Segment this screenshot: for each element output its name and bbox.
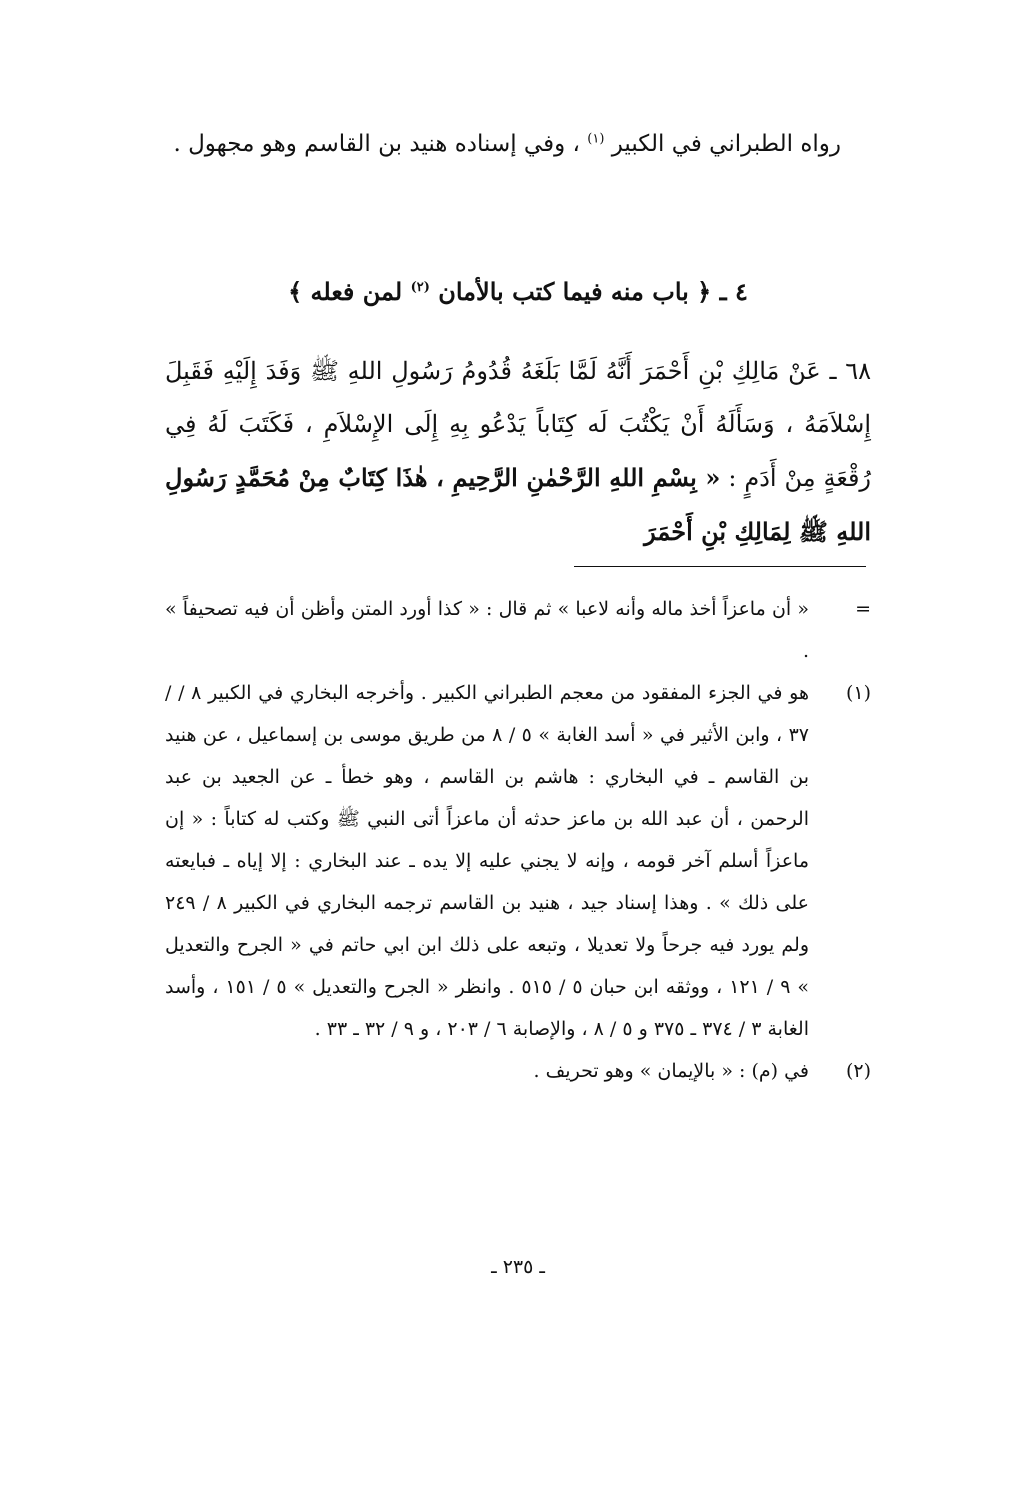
intro-text-end: ، وفي إسناده هنيد بن القاسم وهو مجهول . — [173, 131, 580, 157]
footnote-continuation — [165, 588, 871, 672]
footnote-marker: = — [855, 598, 871, 620]
footnote-2 — [165, 1050, 871, 1092]
hadith-paragraph — [165, 345, 871, 559]
section-heading-start: ٤ ـ ﴿ باب منه فيما كتب بالأمان — [438, 277, 748, 306]
footnote-marker: (٢) — [845, 1060, 871, 1082]
footnote-1 — [165, 672, 871, 1050]
intro-paragraph — [165, 118, 841, 171]
intro-text-start: رواه الطبراني في الكبير — [611, 131, 841, 157]
footnotes — [165, 588, 871, 1092]
footnote-ref-2: (٢) — [410, 280, 430, 295]
footnote-text: في (م) : « بالإيمان » وهو تحريف . — [533, 1060, 809, 1082]
hadith-text: ٦٨ ـ عَنْ مَالِكِ بْنِ أَحْمَرَ أَنَّهُ لَمَّا بَلَغَهُ قُدُومُ رَسُولِ اللهِ ﷺ وَفَدَ إِلَيْهِ فَقَبِلَ إِسْلاَمَهُ ، وَسَأَلَهُ أَنْ يَكْتُبَ لَه كِتَاباً يَدْعُو بِهِ إِلَى الإِسْلاَمِ ، فَكَتَبَ لَهُ فِي رُقْعَةٍ مِنْ أَدَمٍ : — [165, 357, 872, 492]
footnote-ref-1: (١) — [587, 131, 605, 147]
footnote-divider — [574, 566, 866, 567]
section-heading-end: لمن فعله ﴾ — [288, 277, 403, 306]
page-number: ـ ٢٣٥ ـ — [491, 1256, 545, 1278]
hadith-quote: « بِسْمِ اللهِ الرَّحْمٰنِ الرَّحِيمِ ، هٰذَا كِتَابٌ مِنْ مُحَمَّدٍ رَسُولِ اللهِ ﷺ لِمَالِكِ بْنِ أَحْمَرَ — [165, 463, 871, 546]
footnote-marker: (١) — [845, 682, 871, 704]
intro-text — [165, 118, 841, 171]
footnote-text: « أن ماعزاً أخذ ماله وأنه لاعبا » ثم قال : « كذا أورد المتن وأظن أن فيه تصحيفاً » . — [165, 598, 809, 662]
footnote-text: هو في الجزء المفقود من معجم الطبراني الكبير . وأخرجه البخاري في الكبير ٨ / /٣٧ ، وابن الأثير في « أسد الغابة » ٥ / ٨ من طريق موسى بن إسماعيل ، عن هنيد بن القاسم ـ في البخاري : هاشم بن القاسم ، وهو خطأ ـ عن الجعيد بن عبد الرحمن ، أن عبد الله بن ماعز حدثه أن ماعزاً أتى النبي ﷺ وكتب له كتاباً : « إن ماعزاً أسلم آخر قومه ، وإنه لا يجني عليه إلا يده ـ عند البخاري : إلا إياه ـ فبايعته على ذلك » . وهذا إسناد جيد ، هنيد بن القاسم ترجمه البخاري في الكبير ٨ / ٢٤٩ ولم يورد فيه جرحاً ولا تعديلا ، وتبعه على ذلك ابن ابي حاتم في « الجرح والتعديل » ٩ / ١٢١ ، ووثقه ابن حبان ٥ / ٥١٥ . وانظر « الجرح والتعديل » ٥ / ١٥١ ، وأسد الغابة ٣ / ٣٧٤ ـ ٣٧٥ و ٥ / ٨ ، والإصابة ٦ / ٢٠٣ ، و ٩ / ٣٢ ـ ٣٣ . — [165, 682, 810, 1040]
section-heading — [160, 272, 876, 312]
